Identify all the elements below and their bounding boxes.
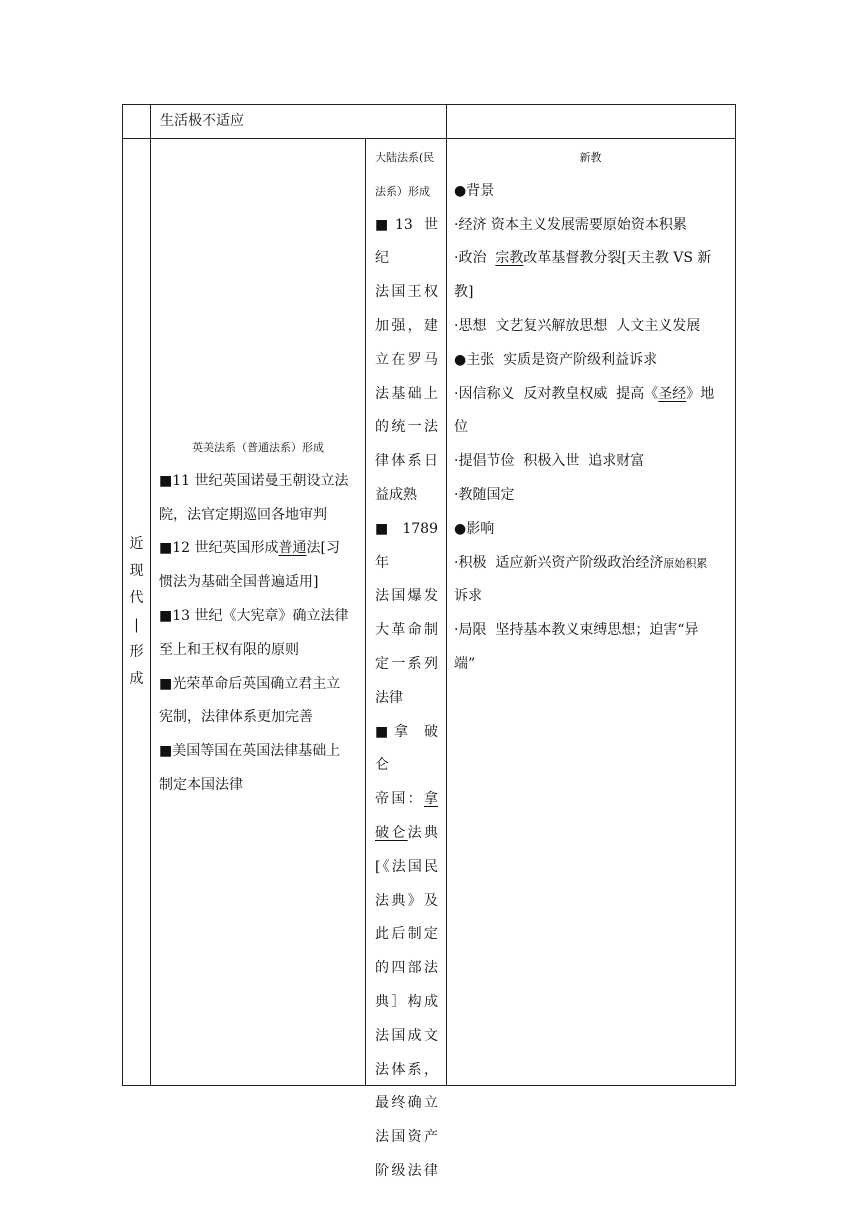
common-law-line: 制定本国法律 — [159, 776, 243, 793]
common-law-line: ■光荣革命后英国确立君主立 — [159, 675, 341, 692]
common-law-heading: 英美法系（普通法系）形成 — [192, 441, 324, 454]
civil-law-line: 定一系列 — [375, 655, 438, 672]
common-law-line: 至上和王权有限的原则 — [159, 641, 299, 658]
civil-law-line: 典］构成 — [375, 993, 438, 1010]
period-label-cell — [122, 138, 151, 1086]
common-law-line: 院，法官定期巡回各地审判 — [159, 506, 327, 523]
row1-middle-cell — [150, 104, 447, 139]
underlined-term: 宗教 — [495, 250, 524, 267]
common-law-line: ■11 世纪英国诺曼王朝设立法 — [159, 472, 349, 489]
common-law-cell — [150, 138, 366, 1086]
protestantism-line: ·因信称义 反对教皇权威 提高《圣经》地 — [454, 385, 715, 402]
civil-law-line: 益成熟 — [375, 486, 417, 503]
civil-law-line: 法国王权 — [375, 284, 438, 301]
protestantism-title: 新教 — [579, 151, 602, 164]
underlined-term: 普通 — [278, 540, 307, 557]
civil-law-line: 律体系日 — [375, 453, 438, 470]
civil-law-line: 大革命制 — [375, 622, 438, 639]
protestantism-line: ·局限 坚持基本教义束缚思想；迫害“异 — [454, 622, 699, 639]
protestantism-line: ●影响 — [454, 520, 495, 537]
civil-law-cell — [365, 138, 447, 1179]
civil-law-line: 法国资产 — [375, 1129, 438, 1146]
protestantism-line: ·积极 适应新兴资产阶级政治经济原始积累 — [454, 554, 708, 571]
civil-law-line: 帝国：拿 — [375, 791, 438, 808]
civil-law-line: ■1789 年 — [375, 520, 438, 571]
common-law-line: 惯法为基础全国普遍适用] — [159, 574, 319, 591]
civil-law-heading: 法系）形成 — [375, 184, 430, 198]
civil-law-line: 阶级法律 — [375, 1162, 438, 1179]
protestantism-line: ·经济 资本主义发展需要原始资本积累 — [454, 216, 687, 233]
civil-law-line: 加强，建 — [375, 317, 438, 334]
civil-law-line: 此后制定 — [375, 926, 438, 943]
common-law-line: ■美国等国在英国法律基础上 — [159, 743, 341, 760]
civil-law-line: 法体系， — [375, 1061, 438, 1078]
common-law-line: 宪制，法律体系更加完善 — [159, 709, 313, 726]
civil-law-line: ■拿 破 仑 — [375, 723, 438, 774]
row1-right-cell — [446, 104, 736, 139]
small-note: 原始积累 — [663, 556, 708, 570]
civil-law-line: 法典》及 — [375, 892, 438, 909]
period-char: 现 — [129, 563, 144, 579]
protestantism-line: ●背景 — [454, 182, 495, 199]
period-char: | — [134, 617, 139, 633]
protestantism-line: 端” — [454, 655, 476, 672]
common-law-line: ■12 世纪英国形成普通法[习 — [159, 540, 340, 557]
civil-law-line: 法国成文 — [375, 1027, 438, 1044]
period-char: 成 — [129, 671, 144, 687]
common-law-line: ■13 世纪《大宪章》确立法律 — [159, 607, 349, 624]
civil-law-line: [《法国民 — [375, 858, 438, 875]
civil-law-line: 法律 — [375, 689, 403, 706]
civil-law-line: 立在罗马 — [375, 351, 438, 368]
civil-law-line: 破仑法典 — [375, 824, 439, 841]
period-char: 形 — [129, 644, 144, 660]
protestantism-line: ●主张 实质是资产阶级利益诉求 — [454, 351, 658, 368]
row1-text: 生活极不适应 — [160, 113, 244, 129]
protestantism-line: ·政治 宗教改革基督教分裂[天主教 VS 新 — [454, 250, 712, 267]
protestantism-line: ·思想 文艺复兴解放思想 人文主义发展 — [454, 317, 701, 334]
protestantism-line: 诉求 — [454, 588, 482, 605]
civil-law-line: 法国爆发 — [375, 588, 438, 605]
civil-law-line: 的四部法 — [375, 960, 438, 977]
civil-law-line: 的统一法 — [375, 419, 438, 436]
protestantism-line: ·提倡节俭 积极入世 追求财富 — [454, 453, 645, 470]
underlined-term: 破仑 — [375, 824, 408, 841]
protestantism-line: 教] — [454, 284, 474, 301]
civil-law-line: ■13 世纪 — [375, 216, 438, 267]
underlined-term: 圣经 — [658, 385, 687, 402]
period-char: 近 — [129, 536, 144, 552]
civil-law-heading: 大陆法系(民 — [375, 151, 435, 164]
protestantism-cell — [446, 138, 736, 1086]
civil-law-line: 法基础上 — [375, 385, 438, 402]
period-char: 代 — [129, 590, 144, 606]
underlined-term: 拿 — [424, 791, 438, 808]
protestantism-line: ·教随国定 — [454, 486, 515, 503]
civil-law-line: 最终确立 — [375, 1095, 438, 1112]
protestantism-line: 位 — [454, 419, 468, 436]
row1-blank-cell — [122, 104, 151, 139]
